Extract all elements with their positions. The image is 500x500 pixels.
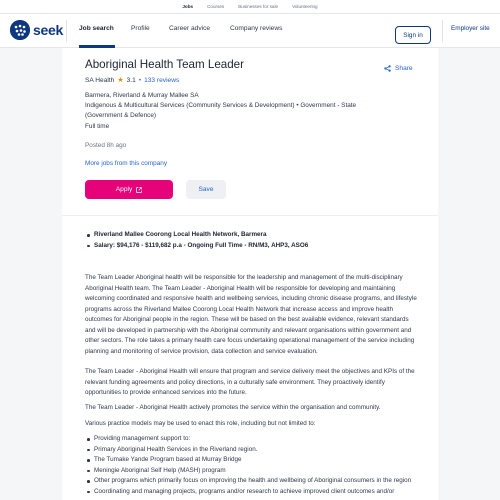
employer-site-link[interactable]: Employer site bbox=[451, 25, 490, 32]
topstrip-volunteering-link[interactable]: Volunteering bbox=[292, 4, 318, 9]
job-highlights bbox=[85, 230, 420, 251]
topstrip-businesses-link[interactable]: Businesses for sale bbox=[238, 4, 279, 9]
share-button[interactable] bbox=[384, 65, 413, 72]
job-work-type: Full time bbox=[85, 123, 110, 130]
advertiser-name[interactable]: SA Health bbox=[85, 76, 115, 84]
top-strip bbox=[0, 0, 500, 14]
nav-company-reviews[interactable]: Company reviews bbox=[230, 25, 283, 32]
nav-divider bbox=[442, 20, 443, 42]
description-paragraph: The Team Leader - Aboriginal Health will ensure that program and service delivery meet the objectives and KPIs of the relevant funding agreements and policy directions, in a culturally safe environment. They proactively identify opportunities to provide enhanced services into the future. bbox=[85, 368, 415, 396]
job-location: Barmera, Riverland & Murray Mallee SA bbox=[85, 92, 199, 99]
job-details-card bbox=[62, 48, 438, 500]
job-classification: Indigenous & Multicultural Services (Community Services & Development) • Government - State (Government & Defence) bbox=[85, 102, 357, 119]
list-item: Coordinating and managing projects, programs and/or research to achieve improved client outcomes and/or bbox=[85, 487, 420, 498]
topstrip-courses-link[interactable]: Courses bbox=[207, 4, 225, 9]
topstrip-jobs-link[interactable]: Jobs bbox=[182, 4, 194, 9]
job-title: Aboriginal Health Team Leader bbox=[85, 58, 244, 71]
share-label: Share bbox=[395, 65, 413, 72]
nav-profile[interactable]: Profile bbox=[131, 25, 150, 32]
apply-button[interactable] bbox=[85, 180, 173, 199]
seek-logo-icon bbox=[10, 20, 30, 40]
list-item: Meningie Aboriginal Self Help (MASH) program bbox=[85, 466, 420, 477]
list-item: Primary Aboriginal Health Services in the Riverland region. bbox=[85, 445, 420, 456]
apply-label: Apply bbox=[115, 186, 133, 193]
list-item: Other programs which primarily focus on improving the health and wellbeing of Aboriginal consumers in the region bbox=[85, 476, 420, 487]
nav-job-search[interactable]: Job search bbox=[79, 25, 114, 32]
sign-in-button[interactable]: Sign in bbox=[395, 26, 431, 44]
advertiser-row bbox=[85, 76, 179, 84]
responsibility-list bbox=[85, 434, 420, 497]
reviews-link[interactable]: 133 reviews bbox=[144, 76, 180, 84]
main-navbar bbox=[0, 14, 500, 48]
save-button[interactable]: Save bbox=[186, 180, 226, 199]
nav-divider bbox=[66, 20, 67, 42]
list-item: The Tumake Yande Program based at Murray Bridge bbox=[85, 455, 420, 466]
share-icon bbox=[384, 65, 391, 72]
section-divider bbox=[62, 215, 438, 216]
description-paragraph: The Team Leader - Aboriginal Health actively promotes the service within the organisation and community. bbox=[85, 404, 381, 411]
star-icon: ★ bbox=[117, 77, 124, 84]
highlight-item: Salary: $94,176 - $119,682 p.a - Ongoing Full Time - RN/M3, AHP3, ASO6 bbox=[85, 241, 420, 252]
posted-date: Posted 8h ago bbox=[85, 142, 127, 149]
rating-separator: • bbox=[138, 76, 142, 84]
description-paragraph: Various practice models may be used to enact this role, including but not limited to: bbox=[85, 420, 316, 427]
nav-career-advice[interactable]: Career advice bbox=[169, 25, 211, 32]
external-link-icon bbox=[136, 187, 142, 193]
description-paragraph: The Team Leader Aboriginal health will be responsible for the leadership and management of the multi-disciplinary Aboriginal Health team. The Team Leader - Aboriginal Health will be responsible for developing and maintaining welcoming coordinated and responsive health and wellbeing services, including chronic disease programs, and lifestyle programs across the Riverland Mallee Coorong Local Health Network that increase access and improve health outcomes for Aboriginal people in the region. These will be based on the best available evidence, relevant standards and will be developed in partnership with the Aboriginal community and relevant organisations within government and other sectors. The role takes a primary health care focus undertaking operational management of the service including planning and monitoring of service provision, data collection and service evaluation. bbox=[85, 274, 417, 355]
seek-logo[interactable] bbox=[10, 20, 63, 40]
highlight-item: Riverland Mallee Coorong Local Health Network, Barmera bbox=[85, 230, 420, 241]
more-jobs-link[interactable]: More jobs from this company bbox=[85, 160, 168, 167]
list-item: Providing management support to: bbox=[85, 434, 420, 445]
seek-logo-text: seek bbox=[33, 22, 63, 38]
company-rating: 3.1 bbox=[126, 76, 136, 84]
